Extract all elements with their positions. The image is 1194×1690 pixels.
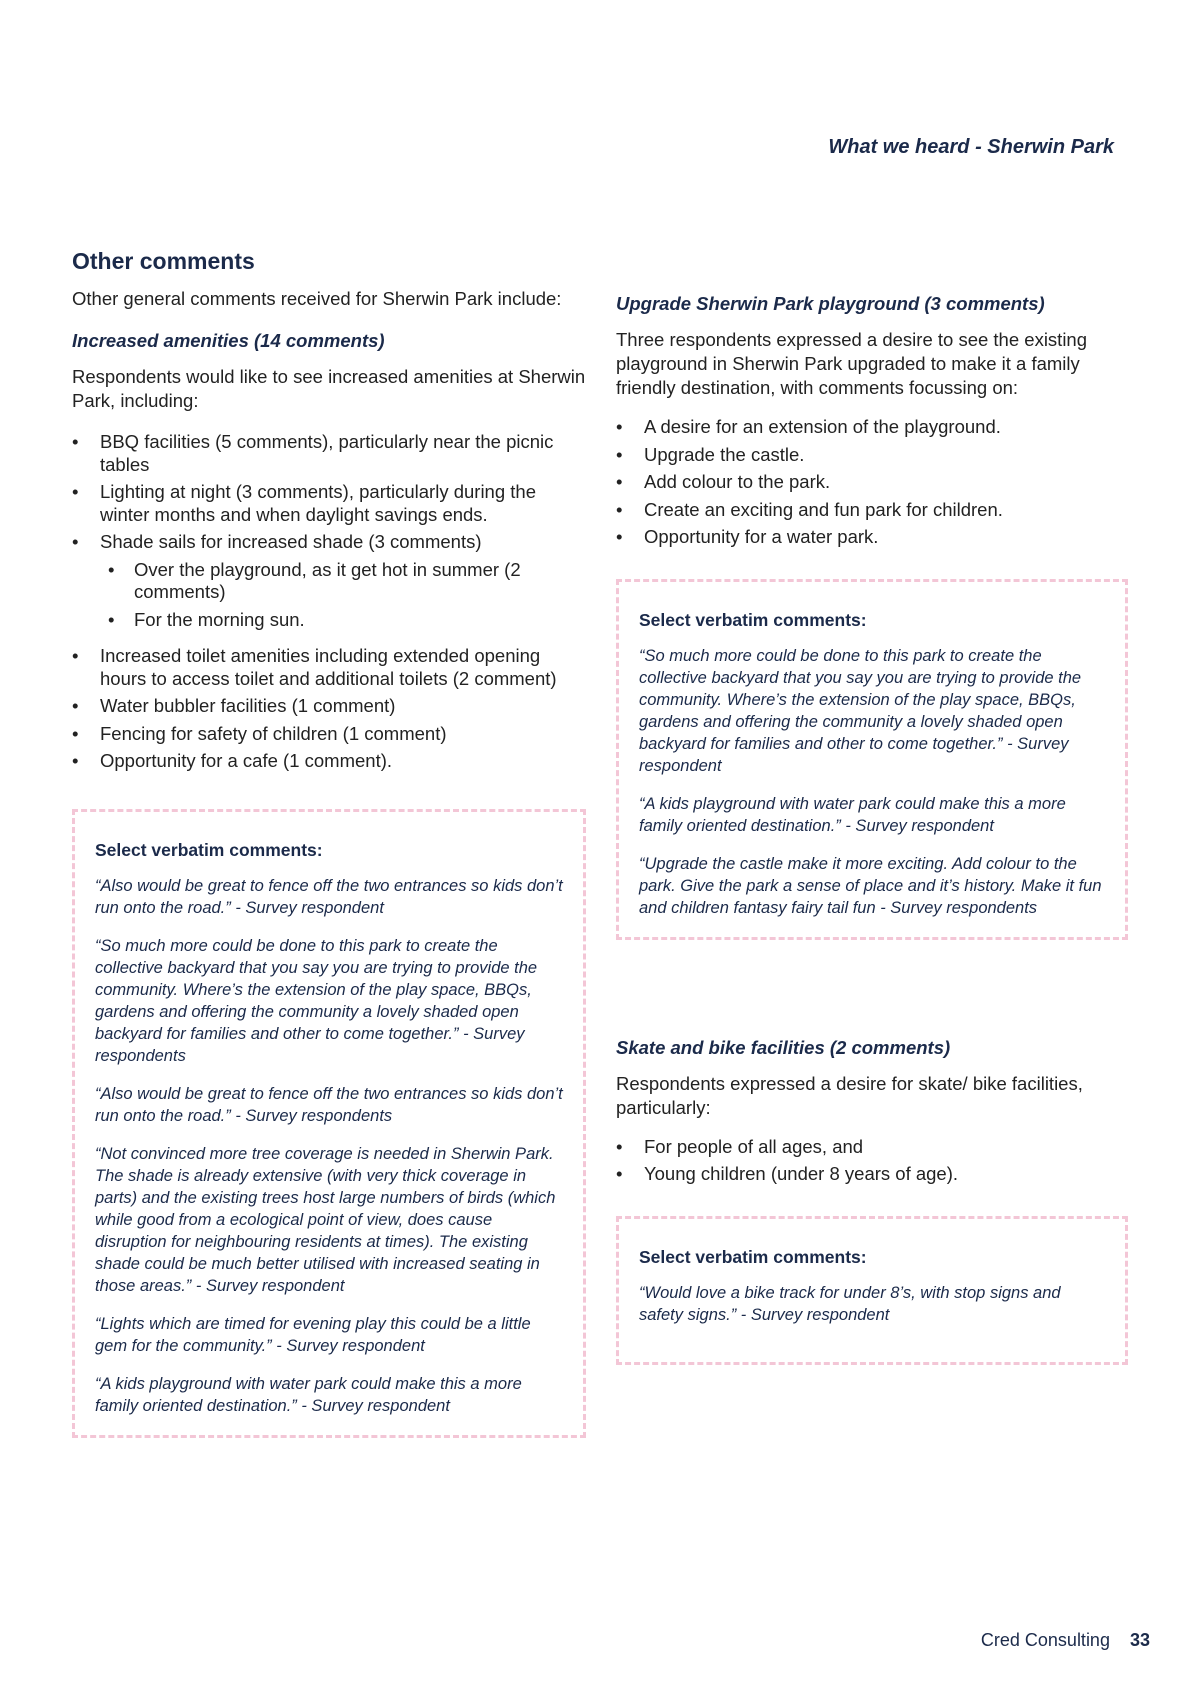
amenities-heading: Increased amenities (14 comments) — [72, 330, 385, 351]
list-item: • A desire for an extension of the playground. — [644, 416, 1128, 439]
amenities-list — [72, 431, 586, 631]
shade-sub-list — [100, 559, 586, 632]
verbatim-quote: “So much more could be done to this park to create the collective backyard that you say you are trying to provide the community. Where’s the extension of the play space, BBQs, gardens and offering the community a lovely shaded open backyard for families and other to come together.” - Survey respondents — [95, 936, 538, 1065]
list-item: • Opportunity for a water park. — [644, 526, 1128, 549]
verbatim-box-playground — [616, 579, 1128, 940]
list-item — [100, 531, 586, 631]
footer-company: Cred Consulting — [980, 1630, 1110, 1650]
left-column — [72, 248, 586, 1438]
running-header: What we heard - Sherwin Park — [828, 136, 1114, 158]
section-intro: Other general comments received for Sherwin Park include: — [72, 288, 562, 309]
playground-heading: Upgrade Sherwin Park playground (3 comments) — [616, 293, 1045, 314]
sub-list-item: • For the morning sun. — [134, 609, 586, 632]
page-footer — [981, 1630, 1150, 1651]
verbatim-quote: “Would love a bike track for under 8’s, with stop signs and safety signs.” - Survey respondent — [639, 1283, 1061, 1324]
skate-heading: Skate and bike facilities (2 comments) — [616, 1036, 951, 1058]
verbatim-box-skate — [616, 1216, 1128, 1365]
verbatim-title: Select verbatim comments: — [639, 1246, 867, 1267]
verbatim-quote: “Not convinced more tree coverage is needed in Sherwin Park. The shade is already extensive (with very thick coverage in parts) and the existing trees host large numbers of birds (which while good from a ecological point of view, does cause disruption for neighbouring residents at times). The existing shade could be much better utilised with increased seating in those areas.” - Survey respondent — [95, 1144, 556, 1295]
verbatim-title: Select verbatim comments: — [639, 609, 867, 630]
skate-list — [616, 1136, 1128, 1186]
list-item: • Water bubbler facilities (1 comment) — [100, 695, 586, 718]
verbatim-title: Select verbatim comments: — [95, 839, 323, 860]
verbatim-quote: “A kids playground with water park could make this a more family oriented destination.” - Survey respondent — [95, 1374, 522, 1415]
list-item: • Fencing for safety of children (1 comment) — [100, 723, 586, 746]
list-item: • Upgrade the castle. — [644, 444, 1128, 467]
list-item: • Opportunity for a cafe (1 comment). — [100, 750, 586, 773]
list-item: • Add colour to the park. — [644, 471, 1128, 494]
list-item: • Young children (under 8 years of age). — [644, 1163, 1128, 1186]
verbatim-box-amenities — [72, 809, 586, 1438]
page-number: 33 — [1129, 1630, 1150, 1650]
list-item: • For people of all ages, and — [644, 1136, 1128, 1159]
verbatim-quote: “Upgrade the castle make it more exciting. Add colour to the park. Give the park a sense of place and it’s history. Make it fun and children fantasy fairy tail fun - Survey respondents — [639, 854, 1102, 917]
playground-list — [616, 416, 1128, 549]
list-item-text: Shade sails for increased shade (3 comments) — [100, 531, 482, 552]
verbatim-quote: “A kids playground with water park could make this a more family oriented destination.” - Survey respondent — [639, 794, 1066, 835]
list-item: • BBQ facilities (5 comments), particularly near the picnic tables — [100, 431, 586, 476]
list-item: • Lighting at night (3 comments), particularly during the winter months and when daylight savings ends. — [100, 481, 586, 526]
list-item: • Increased toilet amenities including extended opening hours to access toilet and additional toilets (2 comment) — [100, 645, 586, 690]
verbatim-quote: “Also would be great to fence off the two entrances so kids don’t run onto the road.” - Survey respondent — [95, 876, 563, 917]
section-title: Other comments — [72, 248, 255, 274]
verbatim-quote: “Also would be great to fence off the two entrances so kids don’t run onto the road.” - Survey respondents — [95, 1084, 563, 1125]
skate-intro: Respondents expressed a desire for skate/ bike facilities, particularly: — [616, 1072, 1083, 1118]
amenities-intro: Respondents would like to see increased amenities at Sherwin Park, including: — [72, 366, 586, 411]
right-column — [616, 292, 1128, 1365]
verbatim-quote: “So much more could be done to this park to create the collective backyard that you say you are trying to provide the community. Where’s the extension of the play space, BBQs, gardens and offering the community a lovely shaded open backyard for families and other to come together.” - Survey respondent — [639, 646, 1082, 775]
list-item: • Create an exciting and fun park for children. — [644, 499, 1128, 522]
verbatim-quote: “Lights which are timed for evening play this could be a little gem for the community.” - Survey respondent — [95, 1314, 531, 1355]
sub-list-item: • Over the playground, as it get hot in summer (2 comments) — [134, 559, 586, 604]
playground-intro: Three respondents expressed a desire to see the existing playground in Sherwin Park upgraded to make it a family friendly destination, with comments focussing on: — [616, 329, 1088, 398]
amenities-list-continued — [72, 645, 586, 773]
